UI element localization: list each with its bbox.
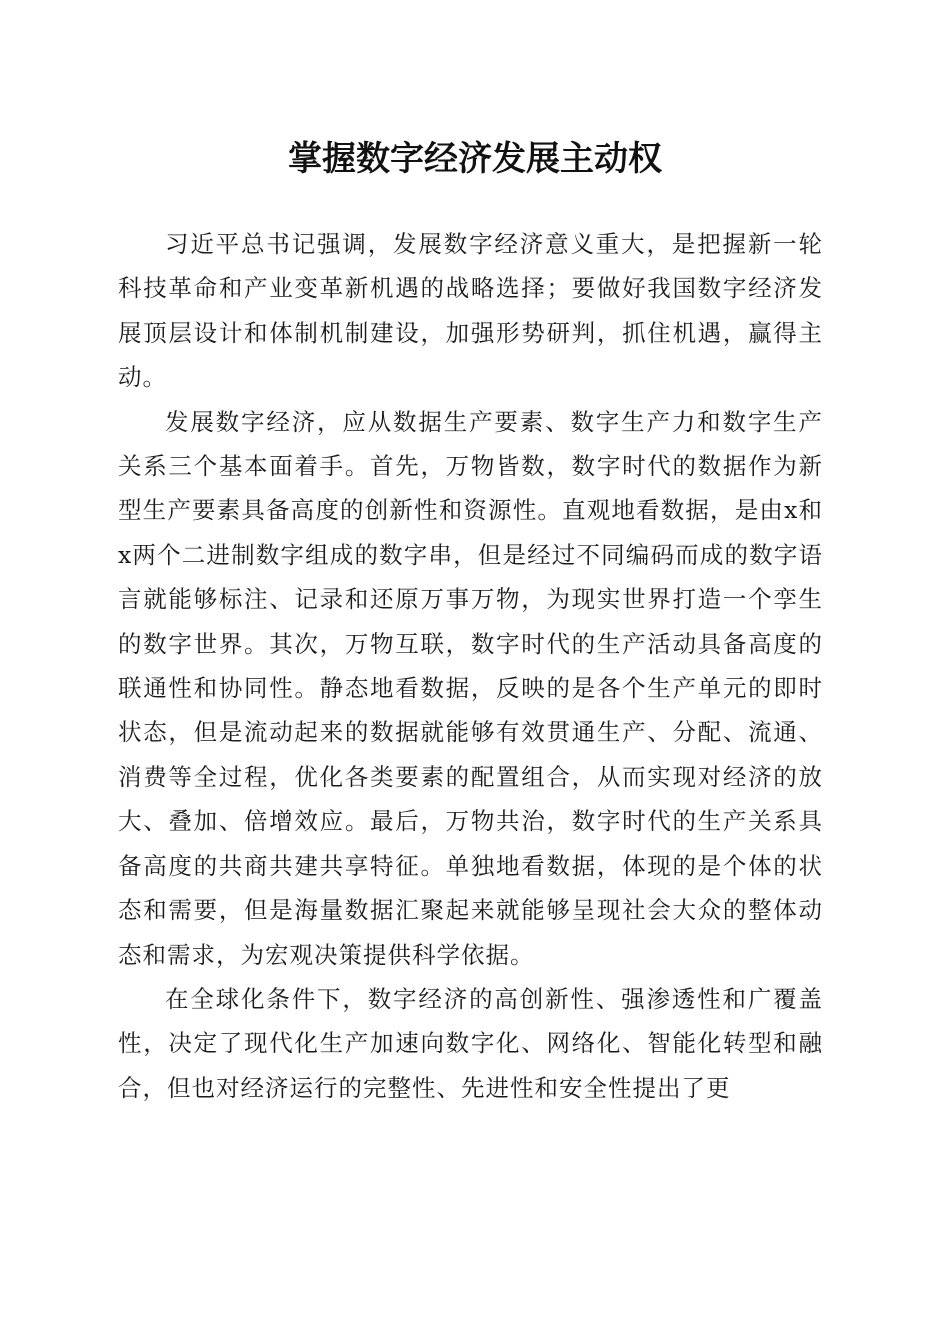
paragraph-3: 在全球化条件下，数字经济的高创新性、强渗透性和广覆盖性，决定了现代化生产加速向数字化、网络化、智能化转型和融合，但也对经济运行的完整性、先进性和安全性提出了更 bbox=[118, 984, 823, 1102]
paragraph-1: 习近平总书记强调，发展数字经济意义重大，是把握新一轮科技革命和产业变革新机遇的战略选择；要做好我国数字经济发展顶层设计和体制机制建设，加强形势研判，抓住机遇，赢得主动。 bbox=[118, 230, 823, 392]
paragraph-2: 发展数字经济，应从数据生产要素、数字生产力和数字生产关系三个基本面着手。首先，万物皆数，数字时代的数据作为新型生产要素具备高度的创新性和资源性。直观地看数据，是由x和x两个二进制数字组成的数字串，但是经过不同编码而成的数字语言就能够标注、记录和还原万事万物，为现实世界打造一个孪生的数字世界。其次，万物互联，数字时代的生产活动具备高度的联通性和协同性。静态地看数据，反映的是各个生产单元的即时状态，但是流动起来的数据就能够有效贯通生产、分配、流通、消费等全过程，优化各类要素的配置组合，从而实现对经济的放大、叠加、倍增效应。最后，万物共治，数字时代的生产关系具备高度的共商共建共享特征。单独地看数据，体现的是个体的状态和需要，但是海量数据汇聚起来就能够呈现社会大众的整体动态和需求，为宏观决策提供科学依据。 bbox=[118, 407, 823, 969]
document-body bbox=[118, 222, 823, 1110]
document-title: 掌握数字经济发展主动权 bbox=[288, 139, 662, 179]
